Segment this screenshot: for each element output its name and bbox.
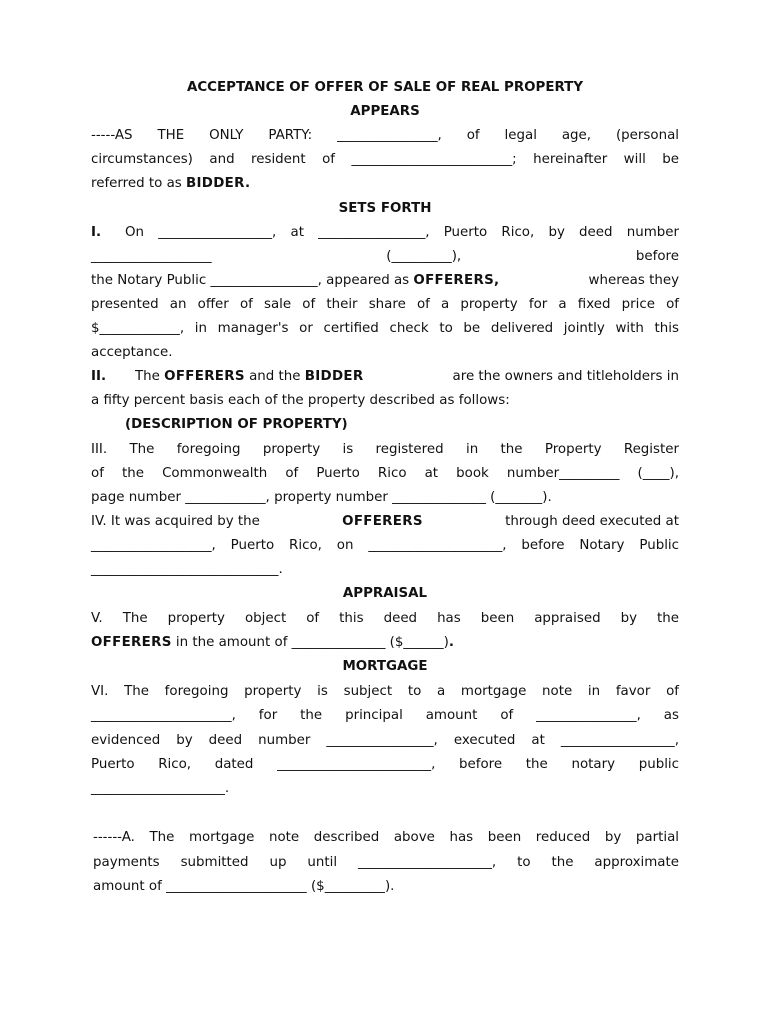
section-iv-text-a: IV. It was acquired by the: [91, 514, 265, 529]
section-a-line-3: amount of _____________________ ($_________).: [93, 879, 395, 894]
document-title: ACCEPTANCE OF OFFER OF SALE OF REAL PROPERTY: [186, 80, 584, 95]
section-vi-line-5: ____________________.: [91, 781, 230, 796]
party-line-3-text: referred to as: [91, 176, 187, 191]
section-v-amount: in the amount of ______________ ($______): [171, 635, 449, 650]
section-vi-line-1: VI. The foregoing property is subject to a mortgage note in favor of: [91, 684, 679, 699]
section-v-line-1: V. The property object of this deed has been appraised by the: [91, 611, 679, 626]
section-ii-line-2: a fifty percent basis each of the property described as follows:: [91, 393, 510, 408]
section-ii-number: II.: [91, 369, 107, 384]
appraisal-heading: APPRAISAL: [342, 586, 428, 601]
offerers-term-3: OFFERERS: [342, 514, 423, 529]
section-ii-text-e: are the owners and titleholders in: [448, 369, 679, 384]
description-heading: (DESCRIPTION OF PROPERTY): [125, 417, 348, 432]
section-i-number: I.: [91, 225, 102, 240]
section-v-line-2: [91, 634, 679, 652]
appears-heading: APPEARS: [350, 104, 420, 119]
bidder-term: BIDDER.: [186, 176, 251, 191]
offerers-term-4: OFFERERS: [91, 635, 172, 650]
party-line-2: circumstances) and resident of ________________________; hereinafter will be: [91, 152, 679, 167]
section-i-line-2: __________________ (_________), before: [91, 249, 679, 264]
section-i-line-1: On _________________, at ________________, Puerto Rico, by deed number: [125, 225, 679, 240]
section-i-line-3-end: whereas they: [584, 273, 679, 288]
section-iv-line-1: [91, 513, 679, 531]
bidder-term-2: BIDDER: [304, 369, 364, 384]
section-iii-line-3: page number ____________, property number ______________ (_______).: [91, 490, 552, 505]
section-a-line-1: ------A. The mortgage note described above has been reduced by partial: [93, 830, 679, 845]
section-vi-line-3: evidenced by deed number ________________, executed at _________________,: [91, 733, 679, 748]
section-ii-text-a: The: [135, 369, 165, 384]
section-iv-line-2: __________________, Puerto Rico, on ____________________, before Notary Public: [91, 538, 679, 553]
section-iii-line-2: of the Commonwealth of Puerto Rico at book number_________ (____),: [91, 466, 679, 481]
section-ii-line-1: [135, 368, 679, 386]
party-line-3: [91, 175, 679, 193]
section-i-line-5: $____________, in manager's or certified check to be delivered jointly with this: [91, 321, 679, 336]
section-iv-line-3: ____________________________.: [91, 562, 283, 577]
section-a-line-2: payments submitted up until ____________________, to the approximate: [93, 855, 679, 870]
mortgage-heading: MORTGAGE: [342, 659, 428, 674]
offerers-term: OFFERERS,: [413, 273, 500, 288]
section-vi-line-2: _____________________, for the principal amount of _______________, as: [91, 708, 679, 723]
section-i-line-3-text: the Notary Public ________________, appeared as: [91, 273, 414, 288]
section-vi-line-4: Puerto Rico, dated _______________________, before the notary public: [91, 757, 679, 772]
section-i-line-3: [91, 272, 679, 290]
section-i-line-4: presented an offer of sale of their share of a property for a fixed price of: [91, 297, 679, 312]
sets-forth-heading: SETS FORTH: [338, 201, 432, 216]
section-iii-line-1: III. The foregoing property is registered in the Property Register: [91, 442, 679, 457]
section-iv-text-c: through deed executed at: [500, 514, 679, 529]
section-i-line-6: acceptance.: [91, 345, 173, 360]
offerers-term-2: OFFERERS: [164, 369, 245, 384]
section-v-period: .: [448, 635, 454, 650]
party-line-1: -----AS THE ONLY PARTY: _______________, of legal age, (personal: [91, 128, 679, 143]
section-ii-text-c: and the: [244, 369, 305, 384]
